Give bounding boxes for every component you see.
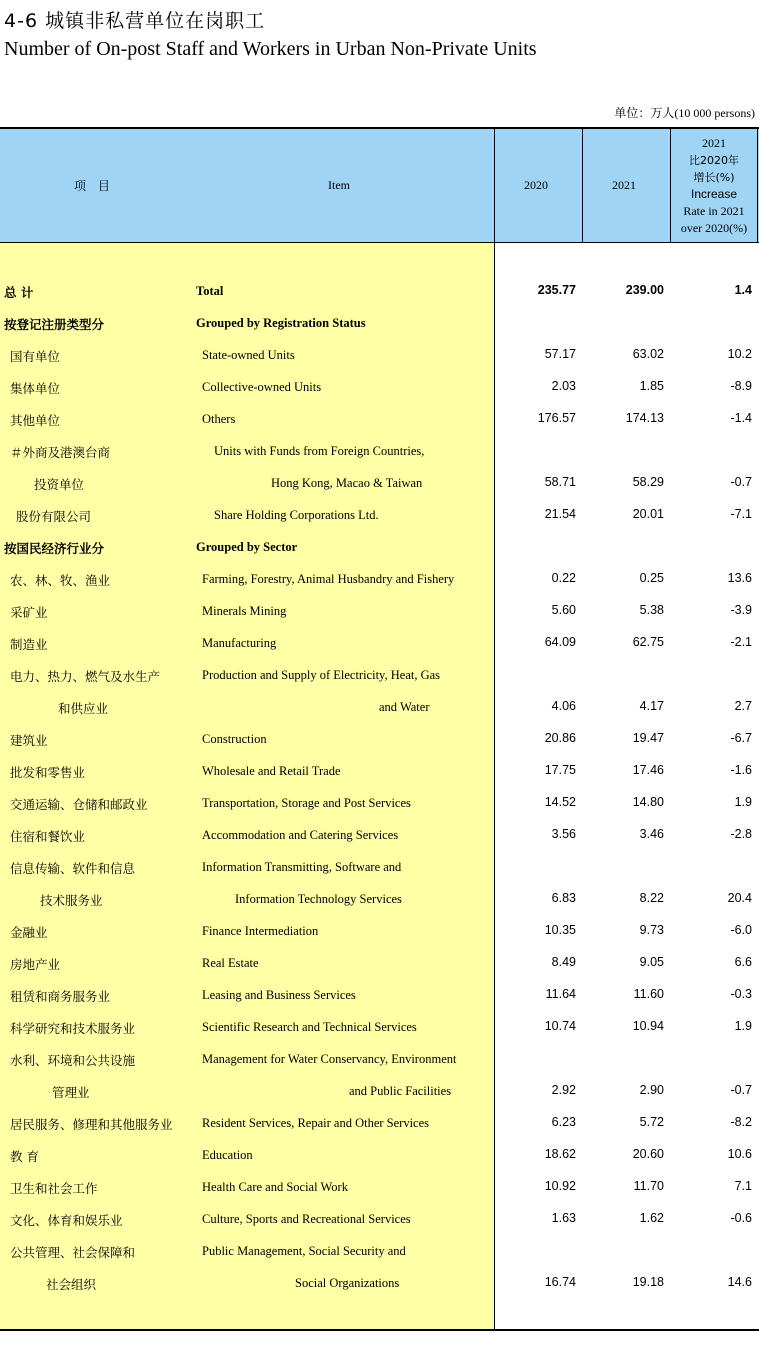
row-value-2021: 1.62 <box>639 1211 664 1225</box>
row-item-cn: 房地产业 <box>10 957 61 972</box>
row-value-2020: 3.56 <box>551 827 576 841</box>
row-value-2021: 10.94 <box>632 1019 664 1033</box>
row-increase-rate: 14.6 <box>727 1275 752 1289</box>
row-item-en: Information Transmitting, Software and <box>202 860 402 874</box>
row-increase-rate: 2.7 <box>734 699 752 713</box>
row-item-en: Resident Services, Repair and Other Services <box>202 1116 430 1130</box>
row-increase-rate: 13.6 <box>727 571 752 585</box>
row-item-cn: 信息传输、软件和信息 <box>10 861 136 876</box>
row-item-cn: 教 育 <box>10 1149 39 1164</box>
row-increase-rate: -1.6 <box>730 763 752 777</box>
row-value-2020: 0.22 <box>551 571 576 585</box>
row-item-en: Leasing and Business Services <box>202 988 356 1002</box>
row-increase-rate: 7.1 <box>734 1179 752 1193</box>
row-item-en: Transportation, Storage and Post Services <box>202 796 411 810</box>
unit-label-en: (10 000 persons) <box>674 106 755 120</box>
row-item-cn: ＃外商及港澳台商 <box>10 445 111 460</box>
table-row <box>0 915 759 947</box>
table-number-title-cn: 4-6 城镇非私营单位在岗职工 <box>4 10 266 32</box>
row-item-cn: 制造业 <box>10 637 48 652</box>
row-value-2021: 2.90 <box>639 1083 664 1097</box>
row-item-cn: 管理业 <box>52 1085 90 1100</box>
table-row <box>0 1107 759 1139</box>
row-item-cn: 股份有限公司 <box>16 509 92 524</box>
row-increase-rate: 1.9 <box>734 1019 752 1033</box>
row-increase-rate: 1.4 <box>734 283 752 297</box>
row-value-2020: 18.62 <box>544 1147 576 1161</box>
row-value-2020: 2.03 <box>551 379 576 393</box>
row-increase-rate: 10.2 <box>727 347 752 361</box>
table-row <box>0 1235 759 1267</box>
row-value-2020: 5.60 <box>551 603 576 617</box>
header-rate-line: Increase <box>690 187 738 201</box>
row-item-en: Minerals Mining <box>202 604 287 618</box>
table-row <box>0 1203 759 1235</box>
row-value-2020: 14.52 <box>544 795 576 809</box>
unit-label <box>614 104 755 121</box>
header-increase-rate <box>671 135 757 237</box>
table-row <box>0 659 759 691</box>
row-value-2021: 58.29 <box>632 475 664 489</box>
table-row <box>0 883 759 915</box>
row-value-2020: 10.35 <box>544 923 576 937</box>
column-divider <box>757 129 758 243</box>
row-item-cn: 租赁和商务服务业 <box>10 989 111 1004</box>
row-value-2021: 63.02 <box>632 347 664 361</box>
header-rate-line: 比2020年 <box>689 154 739 167</box>
row-item-cn: 集体单位 <box>10 381 61 396</box>
row-item-cn: 社会组织 <box>46 1277 97 1292</box>
row-value-2021: 19.47 <box>632 731 664 745</box>
row-value-2021: 8.22 <box>639 891 664 905</box>
header-year-2021: 2021 <box>612 178 636 192</box>
row-item-en: and Public Facilities <box>349 1084 452 1098</box>
table-row <box>0 1171 759 1203</box>
table-row <box>0 403 759 435</box>
row-value-2021: 4.17 <box>639 699 664 713</box>
row-value-2020: 16.74 <box>544 1275 576 1289</box>
row-item-en: Construction <box>202 732 267 746</box>
row-increase-rate: -7.1 <box>730 507 752 521</box>
row-item-en: Production and Supply of Electricity, Heat, Gas <box>202 668 441 682</box>
row-increase-rate: -1.4 <box>730 411 752 425</box>
row-item-cn: 公共管理、社会保障和 <box>10 1245 136 1260</box>
row-item-en: Education <box>202 1148 253 1162</box>
row-value-2020: 10.92 <box>544 1179 576 1193</box>
row-item-cn: 水利、环境和公共设施 <box>10 1053 136 1068</box>
row-item-en: Health Care and Social Work <box>202 1180 348 1194</box>
table-header <box>0 129 759 242</box>
row-value-2020: 64.09 <box>544 635 576 649</box>
row-value-2021: 1.85 <box>639 379 664 393</box>
row-item-en: Public Management, Social Security and <box>202 1244 406 1258</box>
table-row <box>0 1075 759 1107</box>
row-item-en: Hong Kong, Macao & Taiwan <box>271 476 423 490</box>
row-value-2020: 10.74 <box>544 1019 576 1033</box>
row-item-cn: 按国民经济行业分 <box>4 541 105 556</box>
row-item-cn: 和供应业 <box>58 701 109 716</box>
row-increase-rate: -0.6 <box>730 1211 752 1225</box>
row-item-en: Management for Water Conservancy, Environment <box>202 1052 457 1066</box>
row-value-2021: 20.60 <box>632 1147 664 1161</box>
row-item-en: State-owned Units <box>202 348 295 362</box>
row-value-2021: 62.75 <box>632 635 664 649</box>
row-item-cn: 电力、热力、燃气及水生产 <box>10 669 161 684</box>
row-item-en: Collective-owned Units <box>202 380 322 394</box>
table-row <box>0 435 759 467</box>
row-value-2021: 11.60 <box>633 987 664 1001</box>
table-row <box>0 595 759 627</box>
row-value-2020: 21.54 <box>544 507 576 521</box>
header-item-en: Item <box>328 178 350 192</box>
table-row <box>0 851 759 883</box>
row-value-2021: 9.05 <box>639 955 664 969</box>
row-value-2021: 5.38 <box>639 603 664 617</box>
row-increase-rate: -0.7 <box>730 1083 752 1097</box>
row-value-2020: 1.63 <box>551 1211 576 1225</box>
row-value-2021: 9.73 <box>639 923 664 937</box>
header-item-cn: 项 目 <box>74 179 114 193</box>
table-row <box>0 691 759 723</box>
row-item-cn: 文化、体育和娱乐业 <box>10 1213 123 1228</box>
row-value-2021: 17.46 <box>632 763 664 777</box>
row-item-en: Information Technology Services <box>235 892 402 906</box>
table-row <box>0 1043 759 1075</box>
row-value-2021: 20.01 <box>632 507 664 521</box>
header-rate-line: 2021 <box>702 136 726 150</box>
row-value-2021: 11.70 <box>633 1179 664 1193</box>
row-item-en: Social Organizations <box>295 1276 400 1290</box>
table-row <box>0 723 759 755</box>
row-increase-rate: -6.7 <box>730 731 752 745</box>
row-value-2020: 2.92 <box>551 1083 576 1097</box>
row-item-en: Grouped by Registration Status <box>196 316 366 330</box>
row-item-en: Share Holding Corporations Ltd. <box>214 508 379 522</box>
header-rate-line: over 2020(%) <box>680 221 748 235</box>
row-value-2021: 3.46 <box>639 827 664 841</box>
table-row <box>0 1011 759 1043</box>
table-row <box>0 307 759 339</box>
header-divider <box>0 242 759 243</box>
table-row <box>0 947 759 979</box>
row-item-cn: 科学研究和技术服务业 <box>10 1021 136 1036</box>
row-item-en: Farming, Forestry, Animal Husbandry and Fishery <box>202 572 455 586</box>
table-row <box>0 275 759 307</box>
row-value-2020: 17.75 <box>544 763 576 777</box>
row-value-2020: 11.64 <box>545 987 576 1001</box>
row-value-2020: 176.57 <box>537 411 576 425</box>
row-value-2020: 6.83 <box>551 891 576 905</box>
row-value-2020: 8.49 <box>551 955 576 969</box>
row-item-cn: 农、林、牧、渔业 <box>10 573 111 588</box>
row-increase-rate: -8.2 <box>730 1115 752 1129</box>
table-row <box>0 979 759 1011</box>
header-rate-line: Rate in 2021 <box>683 204 745 218</box>
table-row <box>0 499 759 531</box>
row-value-2021: 239.00 <box>625 283 664 297</box>
row-value-2020: 58.71 <box>544 475 576 489</box>
table-row <box>0 371 759 403</box>
row-value-2020: 20.86 <box>544 731 576 745</box>
row-increase-rate: 1.9 <box>734 795 752 809</box>
row-increase-rate: -2.1 <box>730 635 752 649</box>
row-value-2021: 0.25 <box>639 571 664 585</box>
row-item-en: Accommodation and Catering Services <box>202 828 399 842</box>
row-item-cn: 其他单位 <box>10 413 61 428</box>
table-row <box>0 819 759 851</box>
row-increase-rate: -0.7 <box>730 475 752 489</box>
row-item-cn: 建筑业 <box>10 733 48 748</box>
row-item-cn: 国有单位 <box>10 349 61 364</box>
row-value-2021: 14.80 <box>632 795 664 809</box>
row-item-en: Real Estate <box>202 956 259 970</box>
row-item-cn: 金融业 <box>10 925 48 940</box>
row-value-2020: 57.17 <box>544 347 576 361</box>
row-value-2021: 174.13 <box>625 411 664 425</box>
row-item-cn: 住宿和餐饮业 <box>10 829 86 844</box>
header-year-2020: 2020 <box>524 178 548 192</box>
row-increase-rate: 10.6 <box>727 1147 752 1161</box>
table-bottom-rule <box>0 1329 759 1331</box>
row-item-en: and Water <box>379 700 430 714</box>
table-row <box>0 755 759 787</box>
row-value-2020: 6.23 <box>551 1115 576 1129</box>
row-value-2020: 235.77 <box>537 283 576 297</box>
table-row <box>0 467 759 499</box>
row-increase-rate: 20.4 <box>727 891 752 905</box>
row-item-cn: 批发和零售业 <box>10 765 86 780</box>
row-value-2021: 19.18 <box>632 1275 664 1289</box>
column-divider <box>582 129 583 243</box>
row-increase-rate: -8.9 <box>730 379 752 393</box>
row-item-cn: 居民服务、修理和其他服务业 <box>10 1117 173 1132</box>
row-increase-rate: 6.6 <box>734 955 752 969</box>
table-row <box>0 531 759 563</box>
row-increase-rate: -3.9 <box>730 603 752 617</box>
row-item-en: Others <box>202 412 236 426</box>
table-row <box>0 627 759 659</box>
row-item-en: Finance Intermediation <box>202 924 319 938</box>
row-item-en: Total <box>196 284 224 298</box>
row-value-2020: 4.06 <box>551 699 576 713</box>
table-row <box>0 787 759 819</box>
row-item-cn: 卫生和社会工作 <box>10 1181 98 1196</box>
row-item-en: Grouped by Sector <box>196 540 298 554</box>
row-increase-rate: -2.8 <box>730 827 752 841</box>
table-row <box>0 339 759 371</box>
header-rate-line: 增长(%) <box>693 171 735 184</box>
row-item-en: Culture, Sports and Recreational Services <box>202 1212 411 1226</box>
row-item-en: Manufacturing <box>202 636 277 650</box>
table-row <box>0 1267 759 1299</box>
table-title-en: Number of On-post Staff and Workers in Urban Non-Private Units <box>4 38 537 60</box>
row-item-cn: 投资单位 <box>34 477 85 492</box>
row-item-cn: 总 计 <box>4 285 34 300</box>
table-row <box>0 1139 759 1171</box>
row-value-2021: 5.72 <box>639 1115 664 1129</box>
table-row <box>0 563 759 595</box>
row-increase-rate: -0.3 <box>730 987 752 1001</box>
row-increase-rate: -6.0 <box>730 923 752 937</box>
row-item-cn: 采矿业 <box>10 605 48 620</box>
row-item-cn: 交通运输、仓储和邮政业 <box>10 797 148 812</box>
row-item-en: Wholesale and Retail Trade <box>202 764 341 778</box>
unit-label-cn: 单位：万人 <box>614 106 675 120</box>
row-item-en: Units with Funds from Foreign Countries, <box>214 444 425 458</box>
row-item-en: Scientific Research and Technical Services <box>202 1020 417 1034</box>
row-item-cn: 按登记注册类型分 <box>4 317 105 332</box>
row-item-cn: 技术服务业 <box>40 893 103 908</box>
